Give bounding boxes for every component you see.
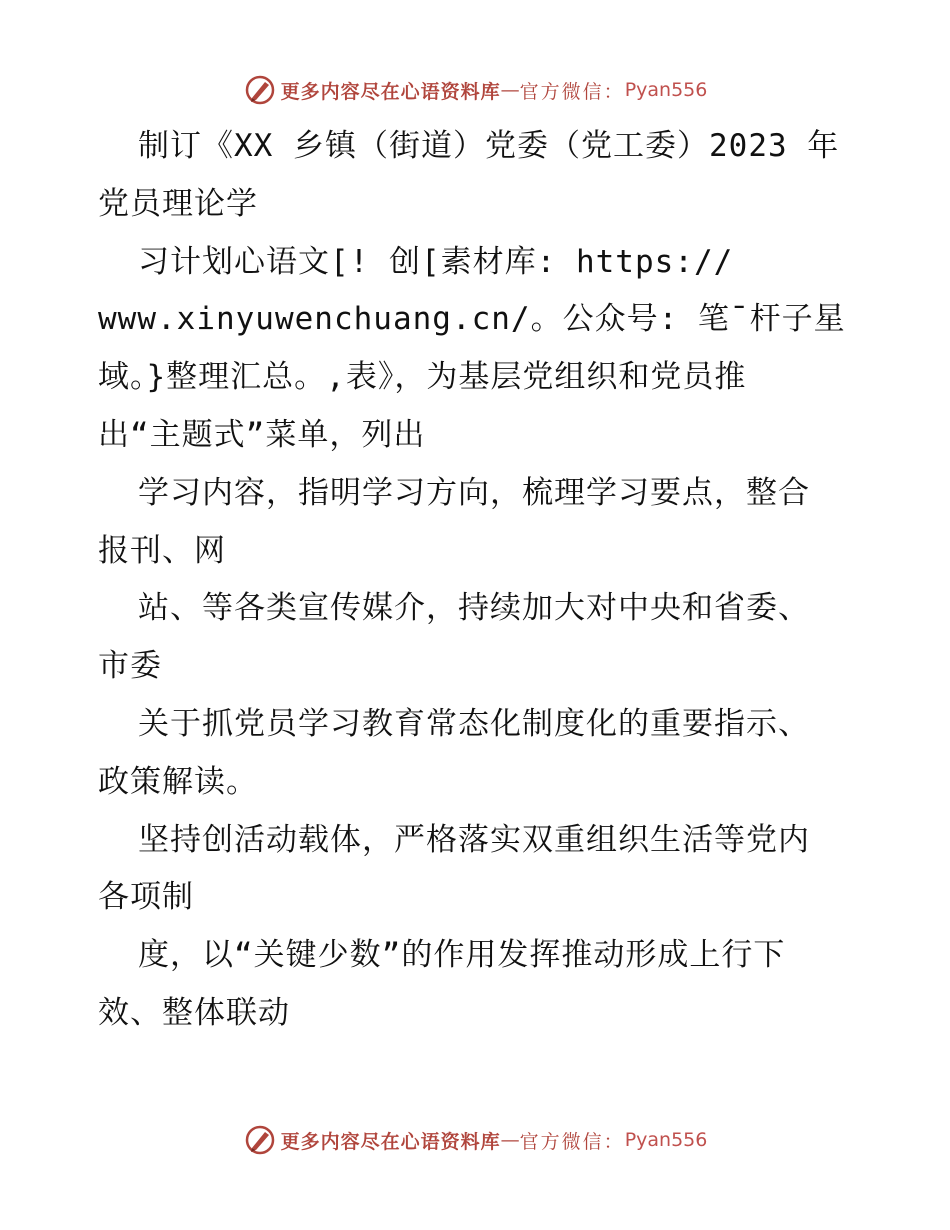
pen-logo-icon	[243, 1123, 277, 1157]
watermark-wechat-id: Pyan556	[624, 79, 708, 101]
watermark-wechat-label: 官方微信：	[519, 1130, 625, 1153]
header-watermark	[0, 70, 950, 110]
paragraph-line: 政策解读。	[98, 763, 258, 800]
paragraph-line: 坚持创活动载体，严格落实双重组织生活等党内	[138, 821, 810, 858]
document-body	[98, 118, 858, 1043]
watermark-site-name: 更多内容尽在心语资料库	[280, 80, 501, 103]
paragraph-line: 各项制	[98, 879, 194, 916]
paragraph-line: 出“主题式”菜单，列出	[98, 416, 426, 453]
paragraph-line: www.xinyuwenchuang.cn/。公众号: 笔¯杆子星	[98, 301, 846, 338]
paragraph-line: 党员理论学	[98, 185, 258, 222]
footer-watermark	[0, 1120, 950, 1160]
paragraph-line: 报刊、网	[98, 532, 226, 569]
paragraph-line: 度，以“关键少数”的作用发挥推动形成上行下	[138, 937, 786, 974]
paragraph-line: 习计划心语文[! 创[素材库: https://	[138, 243, 734, 280]
watermark-separator: —	[500, 1129, 520, 1151]
paragraph-line: 制订《XX 乡镇（街道）党委（党工委）2023 年	[138, 128, 840, 164]
paragraph-line: 效、整体联动	[98, 994, 290, 1031]
paragraph-line: 域。}整理汇总。,表》，为基层党组织和党员推	[98, 359, 747, 396]
paragraph-line: 学习内容，指明学习方向，梳理学习要点，整合	[138, 474, 810, 511]
paragraph-line: 关于抓党员学习教育常态化制度化的重要指示、	[138, 705, 810, 742]
pen-logo-icon	[243, 73, 277, 107]
watermark-site-name: 更多内容尽在心语资料库	[280, 1130, 501, 1153]
paragraph-line: 市委	[98, 648, 162, 685]
paragraph-line: 站、等各类宣传媒介，持续加大对中央和省委、	[138, 590, 810, 627]
watermark-wechat-id: Pyan556	[624, 1129, 708, 1151]
watermark-wechat-label: 官方微信：	[519, 80, 625, 103]
watermark-separator: —	[500, 79, 520, 101]
